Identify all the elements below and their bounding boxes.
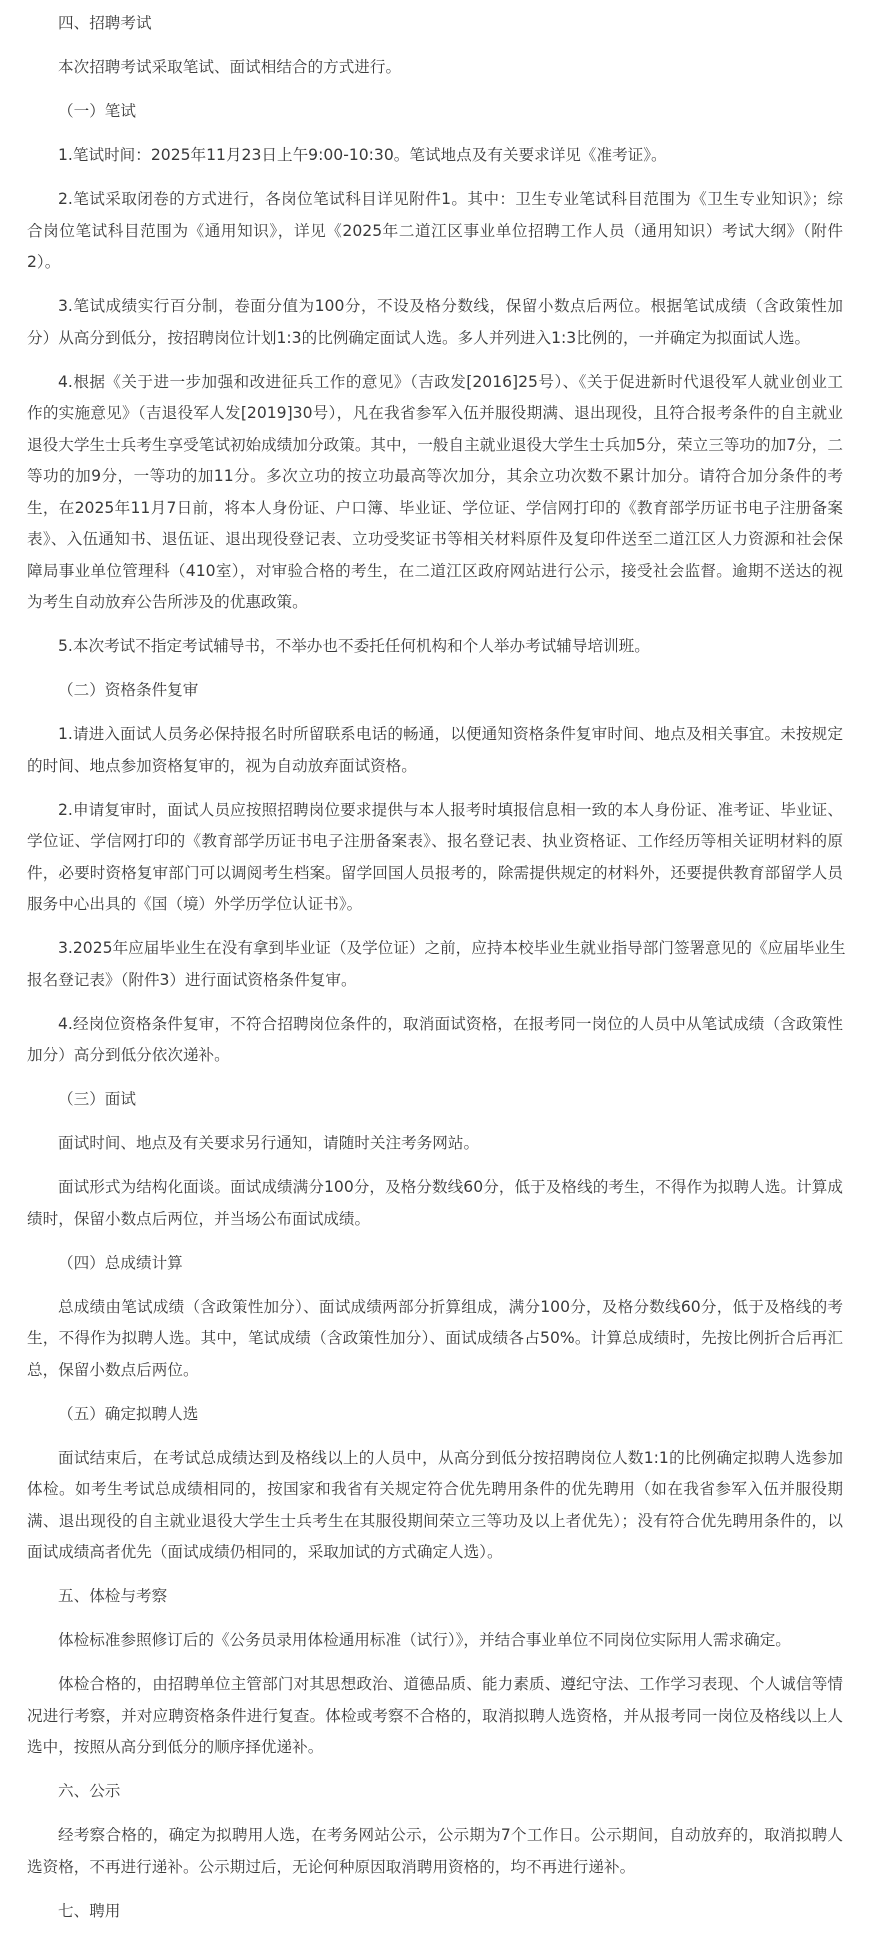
text-line: 作的实施意见》（吉退役军人发[2019]30号），凡在我省参军入伍并服役期满、退出现役，且符合报考条件的自主就业 (27, 404, 843, 422)
text-line: 2.申请复审时，面试人员应按照招聘岗位要求提供与本人报考时填报信息相一致的本人身份证、准考证、毕业证、 (58, 800, 843, 819)
text-line: 本次招聘考试采取笔试、面试相结合的方式进行。 (58, 58, 402, 76)
text-line: 2.笔试采取闭卷的方式进行，各岗位笔试科目详见附件1。其中：卫生专业笔试科目范围为《卫生专业知识》；综 (58, 190, 843, 208)
paragraph (27, 1669, 843, 1764)
paragraph (27, 1820, 843, 1883)
subsection-heading (27, 1084, 843, 1116)
paragraph (27, 719, 843, 782)
text-line: 3.笔试成绩实行百分制，卷面分值为100分，不设及格分数线，保留小数点后两位。根据笔试成绩（含政策性加 (58, 297, 843, 315)
paragraph (27, 1009, 843, 1072)
section-heading (27, 8, 843, 40)
paragraph (27, 795, 843, 921)
section-heading (27, 1581, 843, 1613)
text-line: 加分）高分到低分依次递补。 (27, 1046, 230, 1064)
text-line: 表》、入伍通知书、退伍证、退出现役登记表、立功受奖证书等相关材料原件及复印件送至二道江区人力资源和社会保 (27, 530, 843, 548)
text-line: 体检合格的，由招聘单位主管部门对其思想政治、道德品质、能力素质、遵纪守法、工作学习表现、个人诚信等情 (58, 1675, 843, 1693)
paragraph (27, 367, 843, 619)
text-line: （五）确定拟聘人选 (58, 1404, 199, 1423)
paragraph (27, 1625, 843, 1657)
paragraph (27, 140, 843, 172)
text-line: 服务中心出具的《国（境）外学历学位认证书》。 (27, 895, 363, 913)
text-line: 1.请进入面试人员务必保持报名时所留联系电话的畅通，以便通知资格条件复审时间、地点及相关事宜。未按规定 (58, 725, 843, 743)
text-line: 学位证、学信网打印的《教育部学历证书电子注册备案表》、报名登记表、执业资格证、工作经历等相关证明材料的原 (27, 832, 843, 850)
text-line: 四、招聘考试 (58, 14, 152, 32)
subsection-heading (27, 1399, 843, 1431)
text-line: 障局事业单位管理科（410室），对审验合格的考生，在二道江区政府网站进行公示，接受社会监督。逾期不送达的视 (27, 561, 843, 580)
text-line: 满、退出现役的自主就业退役大学生士兵考生在其服役期间荣立三等功及以上者优先）；没有符合优先聘用条件的，以 (27, 1511, 843, 1530)
subsection-heading (27, 96, 843, 128)
text-line: （一）笔试 (58, 102, 136, 120)
section-heading (27, 1896, 843, 1928)
text-line: 2）。 (27, 253, 61, 271)
subsection-heading (27, 1248, 843, 1280)
text-line: 总成绩由笔试成绩（含政策性加分）、面试成绩两部分折算组成，满分100分，及格分数线60分，低于及格线的考 (58, 1297, 843, 1316)
text-line: 七、聘用 (58, 1901, 121, 1920)
text-line: 经考察合格的，确定为拟聘用人选，在考务网站公示，公示期为7个工作日。公示期间，自动放弃的，取消拟聘人 (58, 1826, 843, 1844)
text-line: 五、体检与考察 (58, 1587, 168, 1605)
paragraph (27, 184, 843, 279)
text-line: 5.本次考试不指定考试辅导书，不举办也不委托任何机构和个人举办考试辅导培训班。 (58, 637, 650, 655)
text-line: 等功的加9分，一等功的加11分。多次立功的按立功最高等次加分，其余立功次数不累计加分。请符合加分条件的考 (27, 467, 843, 485)
text-line: 选资格，不再进行递补。公示期过后，无论何种原因取消聘用资格的，均不再进行递补。 (27, 1857, 636, 1876)
document-body (27, 8, 846, 1940)
text-line: 3.2025年应届毕业生在没有拿到毕业证（及学位证）之前，应持本校毕业生就业指导部门签署意见的《应届毕业生 (58, 939, 846, 957)
text-line: 面试时间、地点及有关要求另行通知，请随时关注考务网站。 (58, 1134, 480, 1152)
text-line: 的时间、地点参加资格复审的，视为自动放弃面试资格。 (27, 756, 417, 775)
text-line: 面试结束后，在考试总成绩达到及格线以上的人员中，从高分到低分按招聘岗位人数1:1的比例确定拟聘人选参加 (58, 1448, 843, 1467)
subsection-heading (27, 675, 843, 707)
text-line: （四）总成绩计算 (58, 1253, 183, 1272)
section-heading (27, 1776, 843, 1808)
text-line: （三）面试 (58, 1090, 136, 1108)
text-line: 体检标准参照修订后的《公务员录用体检通用标准（试行）》，并结合事业单位不同岗位实际用人需求确定。 (58, 1631, 791, 1649)
text-line: 面试成绩高者优先（面试成绩仍相同的，采取加试的方式确定人选）。 (27, 1543, 503, 1561)
text-line: 报名登记表》（附件3）进行面试资格条件复审。 (27, 970, 357, 989)
text-line: 面试形式为结构化面谈。面试成绩满分100分，及格分数线60分，低于及格线的考生，不得作为拟聘人选。计算成 (58, 1178, 843, 1196)
text-line: 为考生自动放弃公告所涉及的优惠政策。 (27, 593, 308, 611)
paragraph (27, 631, 843, 663)
text-line: 生，在2025年11月7日前，将本人身份证、户口簿、毕业证、学位证、学信网打印的《教育部学历证书电子注册备案 (27, 498, 843, 517)
text-line: 生，不得作为拟聘人选。其中，笔试成绩（含政策性加分）、面试成绩各占50%。计算总成绩时，先按比例折合后再汇 (27, 1329, 843, 1347)
text-line: 体检。如考生考试总成绩相同的，按国家和我省有关规定符合优先聘用条件的优先聘用（如在我省参军入伍并服役期 (27, 1480, 843, 1498)
text-line: （二）资格条件复审 (58, 681, 199, 699)
paragraph (27, 291, 843, 354)
paragraph (27, 1128, 843, 1160)
paragraph (27, 1172, 843, 1235)
text-line: 况进行考察，并对应聘资格条件进行复查。体检或考察不合格的，取消拟聘人选资格，并从报考同一岗位及格线以上人 (27, 1706, 843, 1725)
text-line: 六、公示 (58, 1782, 121, 1800)
text-line: 合岗位笔试科目范围为《通用知识》，详见《2025年二道江区事业单位招聘工作人员（通用知识）考试大纲》（附件 (27, 221, 843, 240)
paragraph (27, 1443, 843, 1569)
paragraph (27, 1292, 843, 1387)
text-line: 4.经岗位资格条件复审，不符合招聘岗位条件的，取消面试资格，在报考同一岗位的人员中从笔试成绩（含政策性 (58, 1014, 843, 1033)
text-line: 退役大学生士兵考生享受笔试初始成绩加分政策。其中，一般自主就业退役大学生士兵加5分，荣立三等功的加7分，二 (27, 435, 843, 454)
text-line: 总，保留小数点后两位。 (27, 1360, 199, 1379)
paragraph (27, 52, 843, 84)
paragraph (27, 933, 846, 996)
text-line: 件，必要时资格复审部门可以调阅考生档案。留学回国人员报考的，除需提供规定的材料外，还要提供教育部留学人员 (27, 863, 843, 882)
text-line: 1.笔试时间：2025年11月23日上午9:00-10:30。笔试地点及有关要求详见《准考证》。 (58, 146, 667, 164)
text-line: 分）从高分到低分，按招聘岗位计划1:3的比例确定面试人选。多人并列进入1:3比例的，一并确定为拟面试人选。 (27, 328, 811, 347)
text-line: 选中，按照从高分到低分的顺序择优递补。 (27, 1738, 324, 1756)
text-line: 4.根据《关于进一步加强和改进征兵工作的意见》（吉政发[2016]25号）、《关于促进新时代退役军人就业创业工 (58, 372, 843, 391)
text-line: 绩时，保留小数点后两位，并当场公布面试成绩。 (27, 1209, 371, 1228)
